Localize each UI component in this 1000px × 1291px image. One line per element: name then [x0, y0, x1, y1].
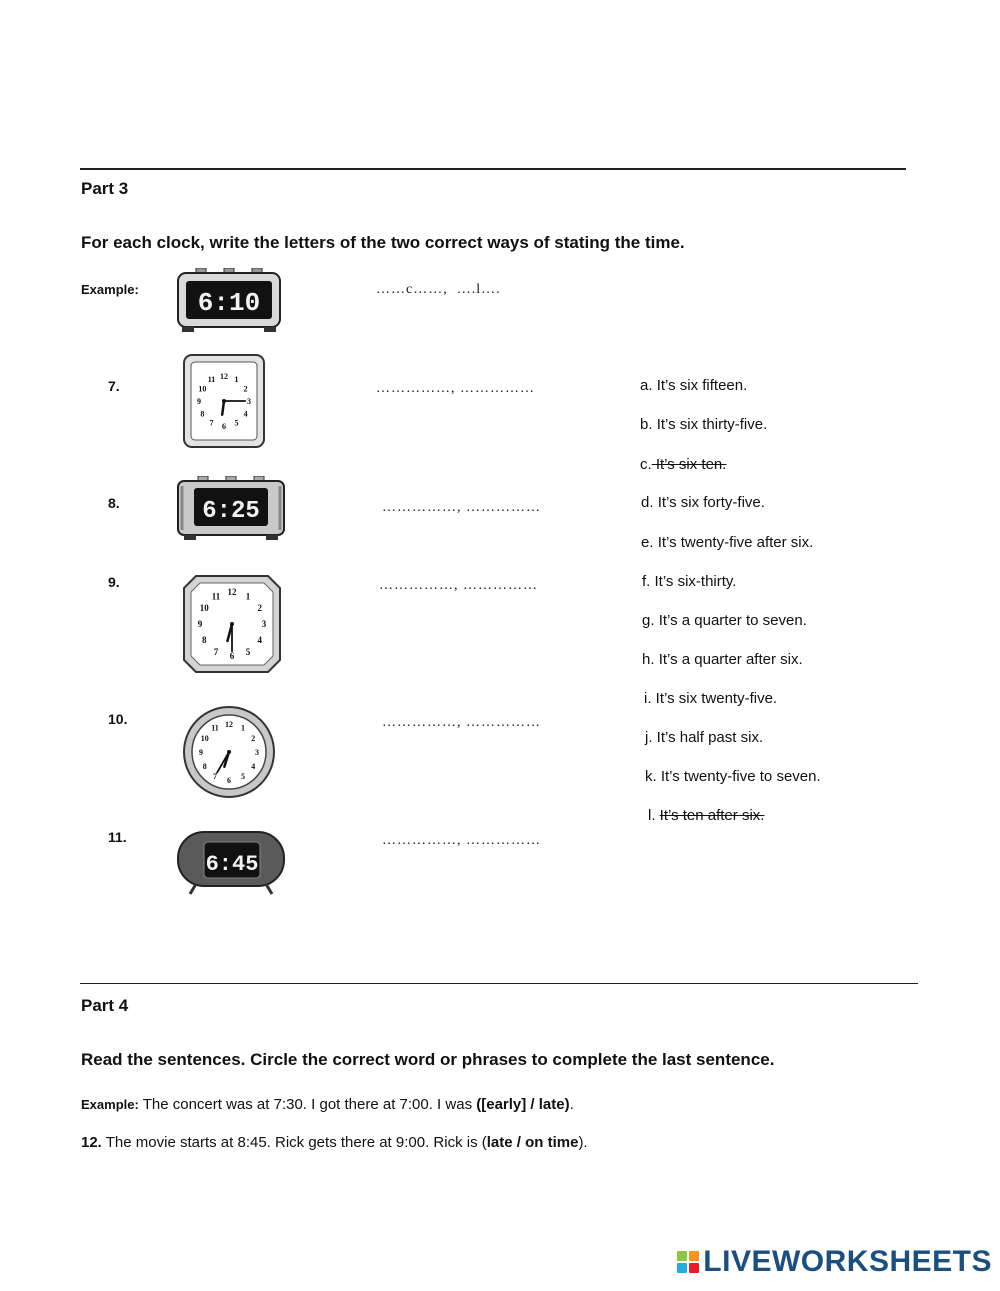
clock-pivot	[227, 750, 231, 754]
clock-numeral: 1	[245, 591, 251, 602]
clock-numeral: 11	[207, 375, 216, 385]
clock-numeral: 8	[200, 409, 205, 419]
clock-numeral: 4	[243, 409, 248, 419]
part3-title: Part 3	[81, 179, 129, 198]
option-g	[642, 612, 807, 629]
clock-numeral: 3	[247, 396, 251, 406]
option-h	[642, 651, 803, 668]
answer-blank-7[interactable]: ……………, ……………	[376, 381, 535, 396]
option-text: It’s half past six.	[656, 729, 764, 746]
option-text: It’s twenty-five to seven.	[660, 768, 821, 785]
option-text: It’s six forty-five.	[657, 494, 765, 511]
top-divider	[80, 168, 906, 170]
item-number-10: 10.	[108, 711, 128, 727]
option-letter: k.	[645, 768, 657, 785]
clock-numeral: 8	[202, 635, 207, 646]
option-text: It’s six ten.	[655, 456, 727, 473]
clock-numeral: 7	[209, 418, 214, 428]
clock-numeral: 3	[255, 747, 259, 757]
option-b	[640, 416, 767, 433]
clock-numeral: 2	[251, 733, 256, 743]
clock-numeral: 6	[227, 775, 231, 785]
example-answer: ……c……, ….l….	[376, 282, 501, 297]
clock-pivot	[230, 622, 234, 626]
clock-numeral: 2	[257, 603, 262, 614]
clock-numeral: 11	[211, 591, 221, 602]
clock-numeral: 3	[261, 619, 267, 630]
answer-blank-11[interactable]: ……………, ……………	[382, 833, 541, 848]
clock-numeral: 1	[234, 375, 239, 385]
section-divider	[80, 983, 918, 984]
option-text: It’s six thirty-five.	[656, 416, 768, 433]
logo-block-4	[689, 1263, 699, 1273]
option-letter: b.	[640, 416, 653, 433]
clock-numeral: 9	[197, 396, 201, 406]
option-text: It’s ten after six.	[659, 807, 765, 824]
liveworksheets-logo-icon	[677, 1251, 699, 1273]
part4-example-label: Example:	[81, 1097, 139, 1112]
item-number-11: 11.	[108, 829, 127, 845]
clock-pivot	[222, 399, 226, 403]
example-digital-clock	[176, 268, 282, 334]
part4-instruction: Read the sentences. Circle the correct word or phrases to complete the last sentence.	[81, 1050, 775, 1069]
logo-block-1	[677, 1251, 687, 1261]
item-11-clock-display: 6:45	[205, 852, 259, 877]
clock-numeral: 5	[245, 646, 251, 657]
option-letter: d.	[641, 494, 654, 511]
brand-name: LIVEWORKSHEETS	[703, 1245, 992, 1278]
part4-example-end: .	[569, 1096, 574, 1113]
option-l	[648, 807, 764, 824]
item-number-12: 12.	[81, 1134, 102, 1151]
part4-item-12	[81, 1134, 588, 1151]
option-letter: j.	[645, 729, 653, 746]
option-d	[641, 494, 765, 511]
clock-numeral: 10	[200, 733, 209, 743]
option-i	[644, 690, 777, 707]
answer-blank-10[interactable]: ……………, ……………	[382, 715, 541, 730]
clock-numeral: 12	[220, 371, 228, 381]
clock-numeral: 1	[241, 723, 245, 733]
part3-instruction: For each clock, write the letters of the two correct ways of stating the time.	[81, 233, 685, 252]
option-c	[640, 456, 726, 473]
liveworksheets-logo	[677, 1245, 992, 1279]
hour-hand	[222, 401, 224, 415]
item-8-digital-clock	[176, 476, 286, 542]
item-8-clock-display: 6:25	[202, 498, 260, 525]
part4-example-choices: ([early] / late)	[476, 1096, 570, 1113]
clock-numeral: 9	[197, 619, 203, 630]
clock-numeral: 4	[251, 761, 256, 771]
item-number-9: 9.	[108, 574, 120, 590]
option-k	[645, 768, 821, 785]
item-11-digital-clock	[176, 830, 286, 896]
clock-numeral: 6	[229, 651, 235, 662]
item-10-analog-clock	[182, 705, 276, 799]
part4-example-sentence	[81, 1096, 574, 1113]
clock-numeral: 5	[234, 418, 239, 428]
logo-block-2	[689, 1251, 699, 1261]
example-label: Example:	[81, 282, 139, 297]
example-answer-right: l	[476, 282, 482, 297]
example-clock-display: 6:10	[197, 288, 261, 318]
option-letter: e.	[641, 534, 654, 551]
item-number-7: 7.	[108, 378, 120, 394]
clock-numeral: 8	[202, 761, 207, 771]
clock-numeral: 7	[213, 646, 219, 657]
clock-numeral: 10	[199, 603, 209, 614]
option-letter: c.	[640, 456, 652, 473]
option-letter: g.	[642, 612, 655, 629]
option-letter: a.	[640, 377, 653, 394]
clock-numeral: 9	[199, 747, 203, 757]
option-text: It’s six-thirty.	[654, 573, 737, 590]
example-answer-left: c	[406, 282, 414, 297]
part4-example-text: The concert was at 7:30. I got there at 7:00. I was	[142, 1096, 477, 1113]
item-12-text: The movie starts at 8:45. Rick gets there at 9:00. Rick is (	[105, 1134, 487, 1151]
option-text: It’s a quarter after six.	[658, 651, 803, 668]
option-j	[645, 729, 763, 746]
answer-blank-9[interactable]: ……………, ……………	[379, 578, 538, 593]
clock-numeral: 12	[227, 587, 237, 598]
part4-title: Part 4	[81, 996, 129, 1015]
option-text: It’s six fifteen.	[656, 377, 748, 394]
clock-numeral: 4	[257, 635, 262, 646]
option-letter: h.	[642, 651, 655, 668]
option-f	[642, 573, 736, 590]
option-text: It’s twenty-five after six.	[657, 534, 814, 551]
item-12-choices[interactable]: late / on time	[486, 1134, 579, 1151]
option-letter: l.	[648, 807, 656, 824]
item-12-end: ).	[578, 1134, 588, 1151]
clock-numeral: 11	[211, 723, 219, 733]
clock-numeral: 7	[213, 772, 217, 782]
clock-numeral: 10	[198, 384, 207, 394]
item-7-analog-clock	[182, 353, 266, 449]
logo-block-3	[677, 1263, 687, 1273]
option-letter: f.	[642, 573, 651, 590]
clock-numeral: 5	[241, 772, 245, 782]
answer-blank-8[interactable]: ……………, ……………	[382, 500, 541, 515]
clock-numeral: 6	[222, 421, 226, 431]
clock-numeral: 12	[225, 719, 233, 729]
option-text: It’s a quarter to seven.	[658, 612, 807, 629]
item-number-8: 8.	[108, 495, 120, 511]
item-9-analog-clock	[182, 574, 282, 674]
clock-numeral: 2	[243, 384, 248, 394]
option-a	[640, 377, 747, 394]
option-letter: i.	[644, 690, 652, 707]
option-text: It’s six twenty-five.	[655, 690, 778, 707]
option-e	[641, 534, 813, 551]
